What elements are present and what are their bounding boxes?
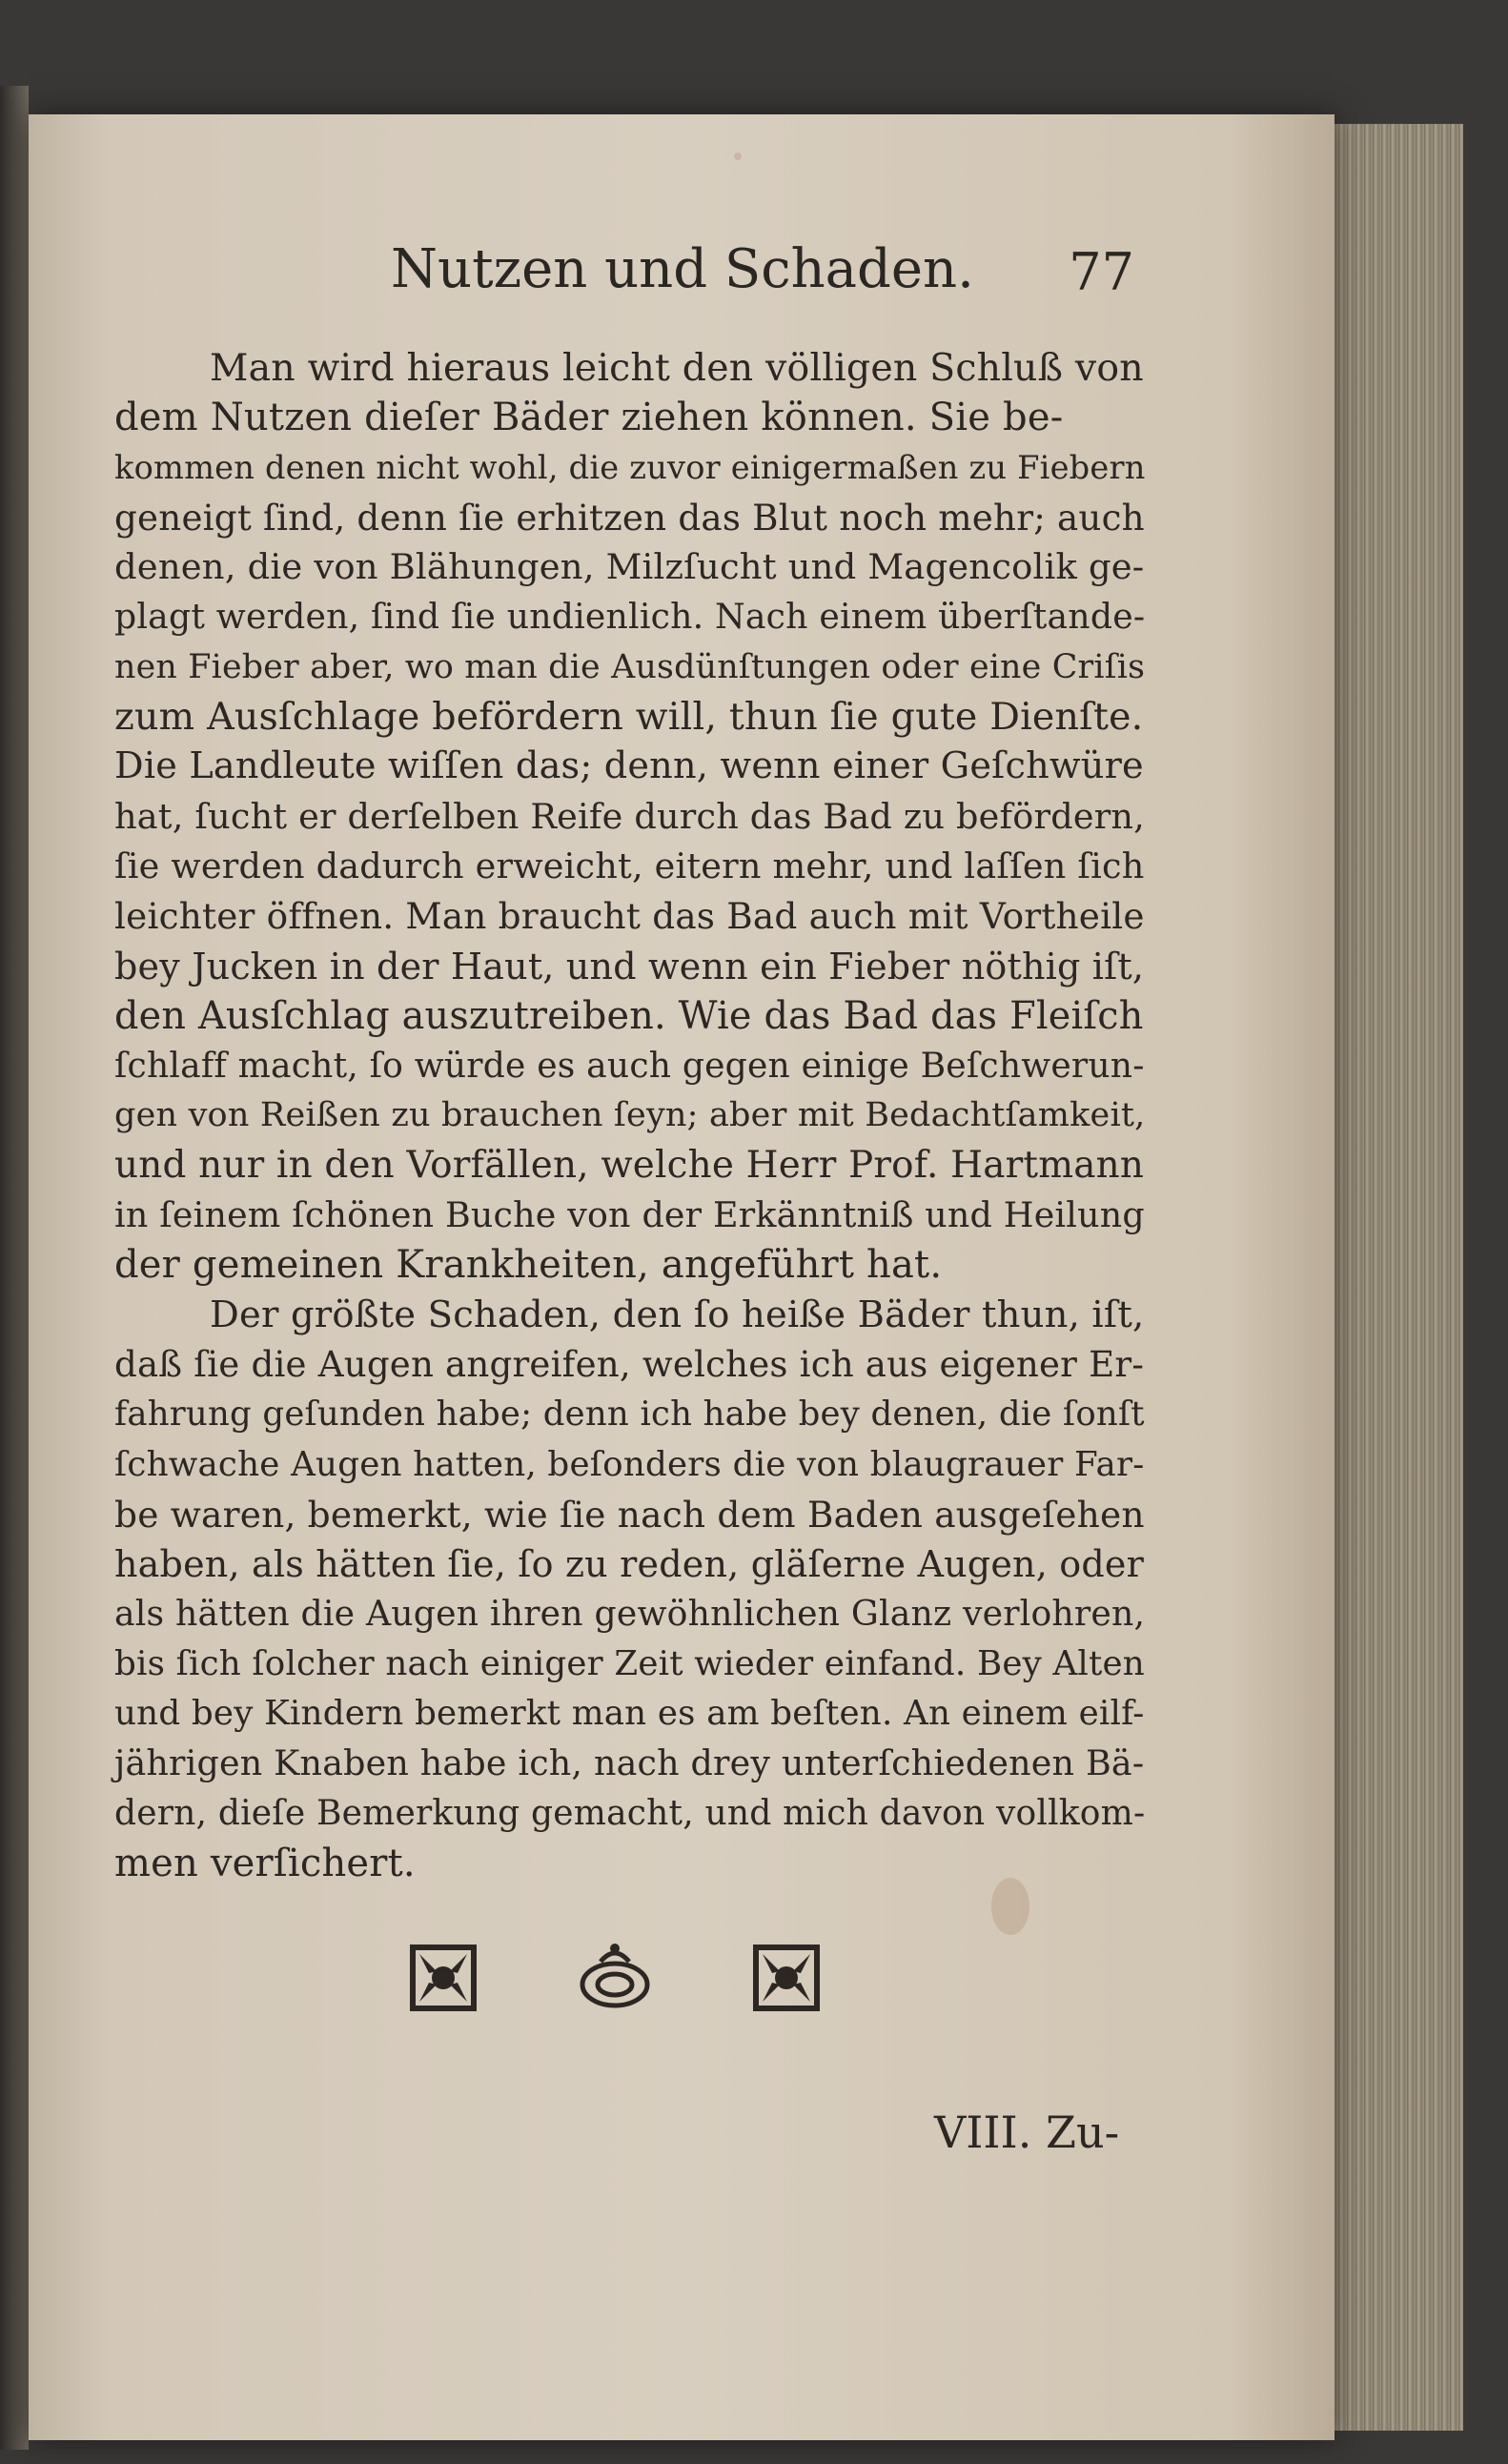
text-line: Die Landleute wiſſen das; denn, wenn einer Geſchwüre — [114, 745, 1144, 788]
text-line: ſie werden dadurch erweicht, eitern mehr, und laſſen ſich — [114, 845, 1145, 886]
text-line: Man wird hieraus leicht den völligen Schluß von — [210, 346, 1144, 390]
text-line: be waren, bemerkt, wie ſie nach dem Baden ausgeſehen — [114, 1493, 1145, 1536]
text-line: dem Nutzen dieſer Bäder ziehen können. Sie be- — [114, 396, 1064, 440]
text-line: und bey Kindern bemerkt man es am beſten. An einem eilf- — [114, 1694, 1145, 1734]
page-number: 77 — [1069, 242, 1134, 302]
running-head — [162, 238, 1134, 324]
text-line: gen von Reißen zu brauchen ſeyn; aber mit Bedachtſamkeit, — [114, 1096, 1146, 1135]
text-line: haben, als hätten ſie, ſo zu reden, gläſerne Augen, oder — [114, 1543, 1144, 1586]
text-line: dern, dieſe Bemerkung gemacht, und mich davon vollkom- — [114, 1793, 1146, 1833]
text-line: men verſichert. — [114, 1841, 416, 1885]
text-line: den Ausſchlag auszutreiben. Wie das Bad das Fleiſch — [114, 993, 1144, 1038]
book-spine-shadow — [0, 86, 29, 2450]
fleuron-ornament-icon — [744, 1935, 829, 2021]
foxing-spot — [734, 153, 742, 160]
text-line: daß ſie die Augen angreifen, welches ich aus eigener Er- — [114, 1343, 1145, 1385]
text-line: als hätten die Augen ihren gewöhnlichen Glanz verlohren, — [114, 1593, 1146, 1635]
text-line: hat, ſucht er derſelben Reife durch das Bad zu befördern, — [114, 795, 1146, 837]
text-line: leichter öffnen. Man braucht das Bad auch mit Vortheile — [114, 895, 1145, 938]
page-edges — [1330, 124, 1463, 2431]
crown-ornament-icon — [572, 1935, 658, 2021]
text-line: kommen denen nicht wohl, die zuvor einigermaßen zu Fiebern — [114, 448, 1146, 486]
fleuron-ornament-icon — [400, 1935, 486, 2021]
text-line: ſchlaff macht, ſo würde es auch gegen einige Beſchwerun- — [114, 1046, 1145, 1087]
text-line: bis ſich ſolcher nach einiger Zeit wieder einfand. Bey Alten — [114, 1643, 1145, 1683]
text-line: bey Jucken in der Haut, und wenn ein Fieber nöthig iſt, — [114, 945, 1145, 988]
text-line: ſchwache Augen hatten, beſonders die von blaugrauer Far- — [114, 1444, 1145, 1484]
catchword: VIII. Zu- — [934, 2107, 1120, 2158]
text-line: geneigt ſind, denn ſie erhitzen das Blut noch mehr; auch — [114, 496, 1145, 539]
ornament-row — [400, 1935, 839, 2021]
text-line: in ſeinem ſchönen Buche von der Erkänntniß und Heilung — [114, 1194, 1145, 1236]
text-line: der gemeinen Krankheiten, angeführt hat. — [114, 1243, 943, 1288]
text-line: plagt werden, ſind ſie undienlich. Nach einem überſtande- — [114, 596, 1146, 638]
text-line: Der größte Schaden, den ſo heiße Bäder thun, iſt, — [210, 1293, 1145, 1336]
body-text — [114, 343, 1144, 1888]
text-line: fahrung geſunden habe; denn ich habe bey denen, die ſonſt — [114, 1395, 1145, 1435]
text-line: und nur in den Vorfällen, welche Herr Prof. Hartmann — [114, 1143, 1145, 1187]
running-title: Nutzen und Schaden. — [391, 238, 974, 300]
text-line: zum Ausſchlage befördern will, thun ſie gute Dienſte. — [114, 695, 1144, 740]
text-line: denen, die von Blähungen, Milzſucht und Magencolik ge- — [114, 546, 1145, 588]
text-line: nen Fieber aber, wo man die Ausdünſtungen oder eine Criſis — [114, 647, 1146, 686]
text-line: jährigen Knaben habe ich, nach drey unterſchiedenen Bä- — [114, 1742, 1145, 1784]
